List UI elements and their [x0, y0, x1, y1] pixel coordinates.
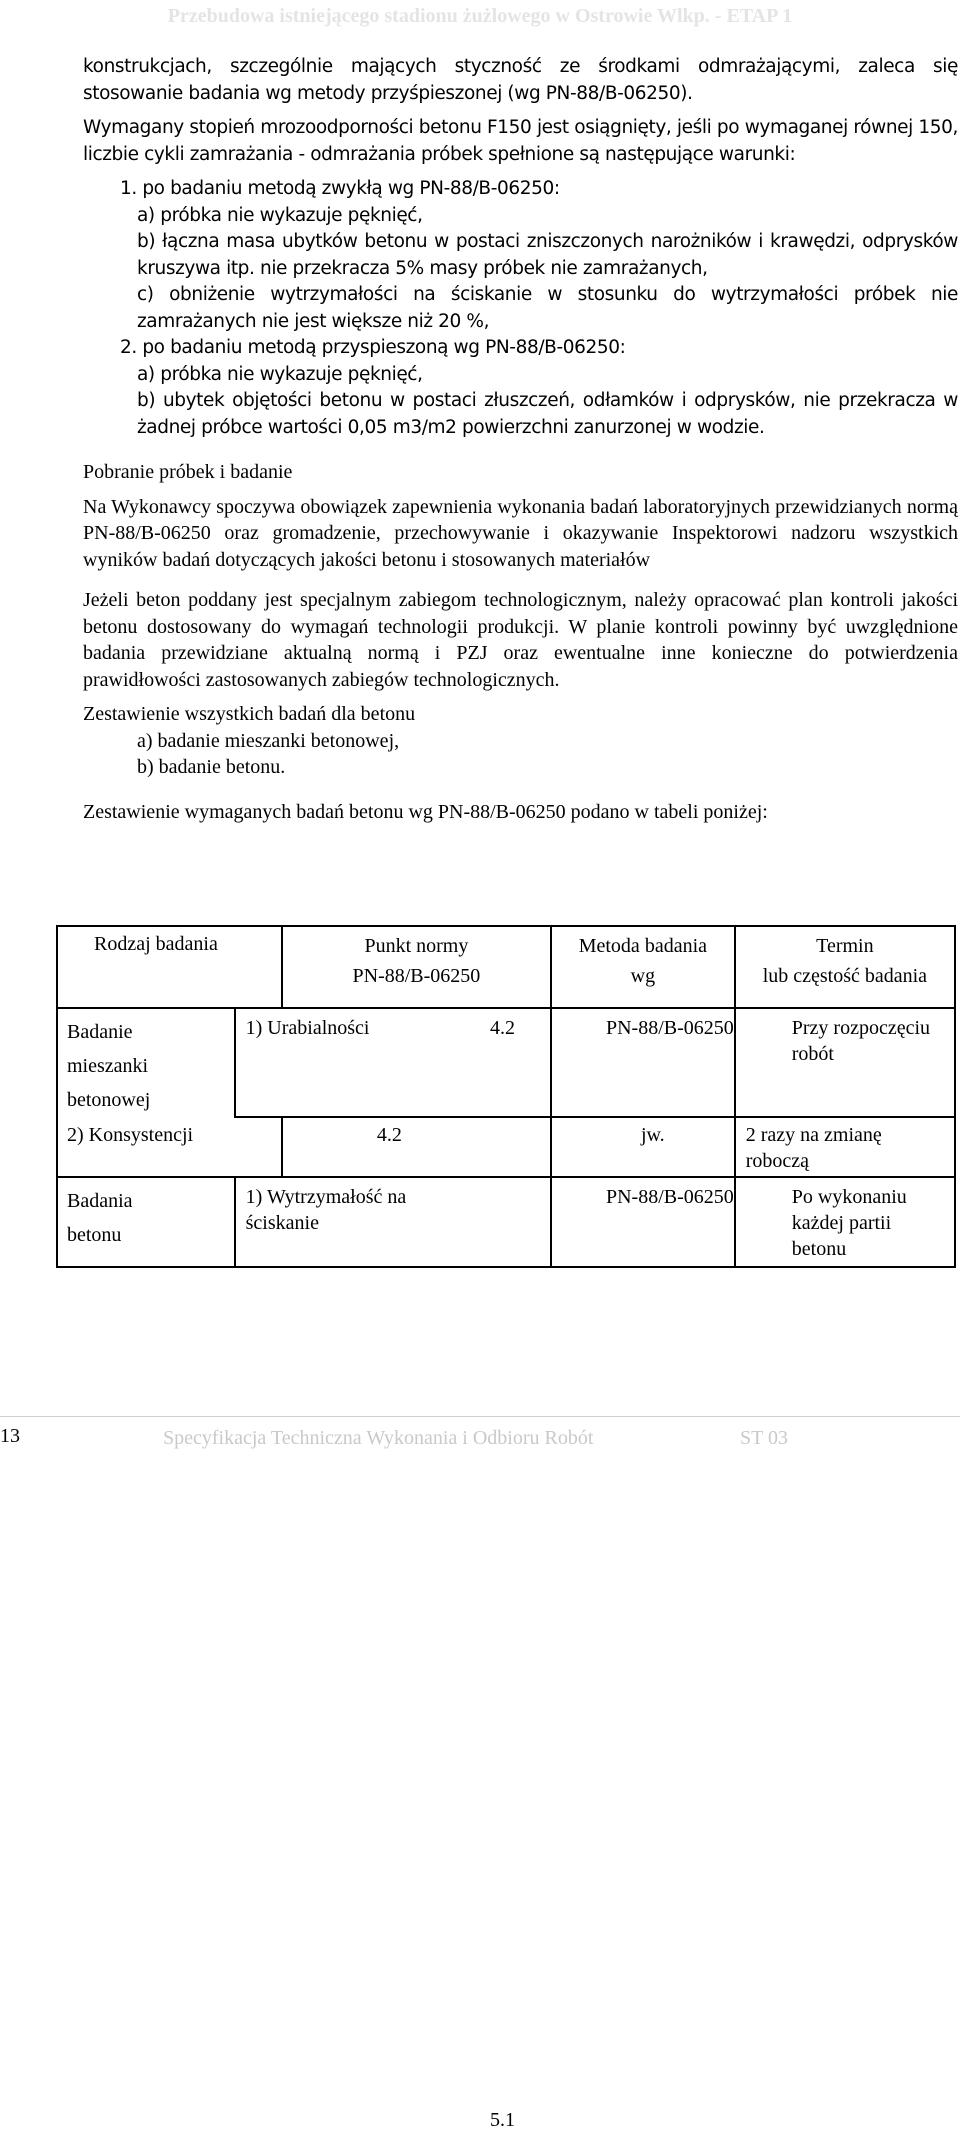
- group-cell-mix: [57, 1008, 235, 1117]
- document-body: [83, 54, 958, 825]
- test-term: Po wykonaniu każdej partii betonu: [791, 1186, 907, 1260]
- table-row: [57, 1008, 955, 1117]
- test-cell: [57, 1117, 282, 1177]
- group-concrete-line1: Badania: [67, 1190, 133, 1212]
- test-name: 1) Urabialności: [245, 1017, 370, 1039]
- list-item-2b: b) ubytek objętości betonu w postaci złuszczeń, odłamków i odprysków, nie przekracza w żadnej próbce wartości 0,05 m3/m2 powierzchni zanurzonej w wodzie.: [137, 390, 958, 438]
- test-point: 4.2: [490, 1017, 515, 1039]
- method-cell: [551, 1177, 735, 1267]
- term-cell: [735, 1008, 955, 1117]
- header-point-line1: Punkt normy: [364, 935, 469, 957]
- header-cell-method: [551, 926, 735, 1008]
- test-name: 1) Wytrzymałość na ściskanie: [245, 1186, 407, 1234]
- header-method-line1: Metoda badania: [578, 935, 707, 957]
- test-point: 4.2: [376, 1124, 402, 1146]
- section-heading: Pobranie próbek i badanie: [83, 461, 293, 483]
- group-cell-concrete: [57, 1177, 235, 1267]
- header-term-line2: lub częstość badania: [762, 965, 928, 987]
- test-point: 5.1: [490, 2109, 515, 2131]
- table-intro: Zestawienie wymaganych badań betonu wg PN-88/B-06250 podano w tabeli poniżej:: [83, 800, 768, 823]
- group-mix-line1: Badanie: [67, 1021, 133, 1043]
- header-cell-point: [282, 926, 551, 1008]
- running-header: Przebudowa istniejącego stadionu żużlowego w Ostrowie Wlkp. - ETAP 1: [167, 5, 793, 27]
- list-item-1b: b) łączna masa ubytków betonu w postaci zniszczonych narożników i krawędzi, odprysków kruszywa itp. nie przekracza 5% masy próbek nie zamrażanych,: [137, 231, 958, 279]
- footer-divider: [0, 1416, 960, 1417]
- list-item-1c: c) obniżenie wytrzymałości na ściskanie w stosunku do wytrzymałości próbek nie zamrażanych nie jest większe niż 20 %,: [137, 284, 958, 332]
- footer-title: Specyfikacja Techniczna Wykonania i Odbioru Robót: [163, 1427, 594, 1449]
- list-item-1: 1. po badaniu metodą zwykłą wg PN-88/B-06250:: [120, 178, 560, 199]
- test-cell: [235, 1008, 551, 1117]
- header-cell-term: [735, 926, 955, 1008]
- footer-code: ST 03: [740, 1427, 788, 1449]
- summary-item-a: a) badanie mieszanki betonowej,: [137, 729, 400, 752]
- point-cell: [282, 1117, 551, 1177]
- paragraph-summary: Zestawienie wszystkich badań dla betonu: [83, 703, 416, 725]
- list-item-2a: a) próbka nie wykazuje pęknięć,: [137, 363, 423, 385]
- header-point-line2: PN-88/B-06250: [352, 965, 481, 987]
- term-cell: [735, 1117, 955, 1177]
- header-cell-type: [57, 926, 282, 1008]
- page-number: 13: [0, 1425, 20, 1447]
- method-cell: [551, 1008, 735, 1117]
- test-term: 2 razy na zmianę roboczą: [745, 1124, 882, 1172]
- header-method-line2: wg: [630, 965, 656, 987]
- term-cell: [735, 1177, 955, 1267]
- group-concrete-line2: betonu: [67, 1224, 122, 1246]
- group-mix-line2: mieszanki: [67, 1055, 149, 1077]
- table-row: [57, 1177, 955, 1267]
- header-type: Rodzaj badania: [94, 933, 218, 955]
- paragraph-contractor: Na Wykonawcy spoczywa obowiązek zapewnienia wykonania badań laboratoryjnych przewidzianych normą PN-88/B-06250 oraz gromadzenie, przechowywanie i okazywanie Inspektorowi nadzoru wszystkich wyników badań dotyczących jakości betonu i stosowanych materiałów: [83, 495, 958, 571]
- paragraph-technology: Jeżeli beton poddany jest specjalnym zabiegom technologicznym, należy opracować plan kontroli jakości betonu dostosowany do wymagań technologii produkcji. W planie kontroli powinny być uwzględnione badania przewidziane aktualną normą i PZJ oraz ewentualne inne konieczne do potwierdzenia prawidłowości zastosowanych zabiegów technologicznych.: [83, 589, 958, 691]
- test-method: PN-88/B-06250: [605, 1186, 734, 1208]
- table-row: [57, 1117, 955, 1177]
- group-mix-line3: betonowej: [67, 1089, 151, 1111]
- list-item-1a: a) próbka nie wykazuje pęknięć,: [137, 204, 423, 226]
- summary-item-b: b) badanie betonu.: [137, 756, 286, 778]
- test-name: 2) Konsystencji: [67, 1124, 194, 1146]
- test-method: jw.: [640, 1124, 665, 1146]
- test-term: Przy rozpoczęciu robót: [791, 1017, 931, 1065]
- method-cell: [551, 1117, 735, 1177]
- test-method: PN-88/B-06250: [605, 1017, 734, 1039]
- table-header-row: [57, 926, 955, 1008]
- list-item-2: 2. po badaniu metodą przyspieszoną wg PN-88/B-06250:: [120, 337, 626, 358]
- header-term-line1: Termin: [816, 935, 874, 957]
- paragraph-intro: konstrukcjach, szczególnie mających styczność ze środkami odmrażającymi, zaleca się stosowanie badania wg metody przyśpieszonej (wg PN-88/B-06250).: [83, 56, 958, 104]
- paragraph-requirement: Wymagany stopień mrozoodporności betonu F150 jest osiągnięty, jeśli po wymaganej równej 150, liczbie cykli zamrażania - odmrażania próbek spełnione są następujące warunki:: [83, 117, 958, 165]
